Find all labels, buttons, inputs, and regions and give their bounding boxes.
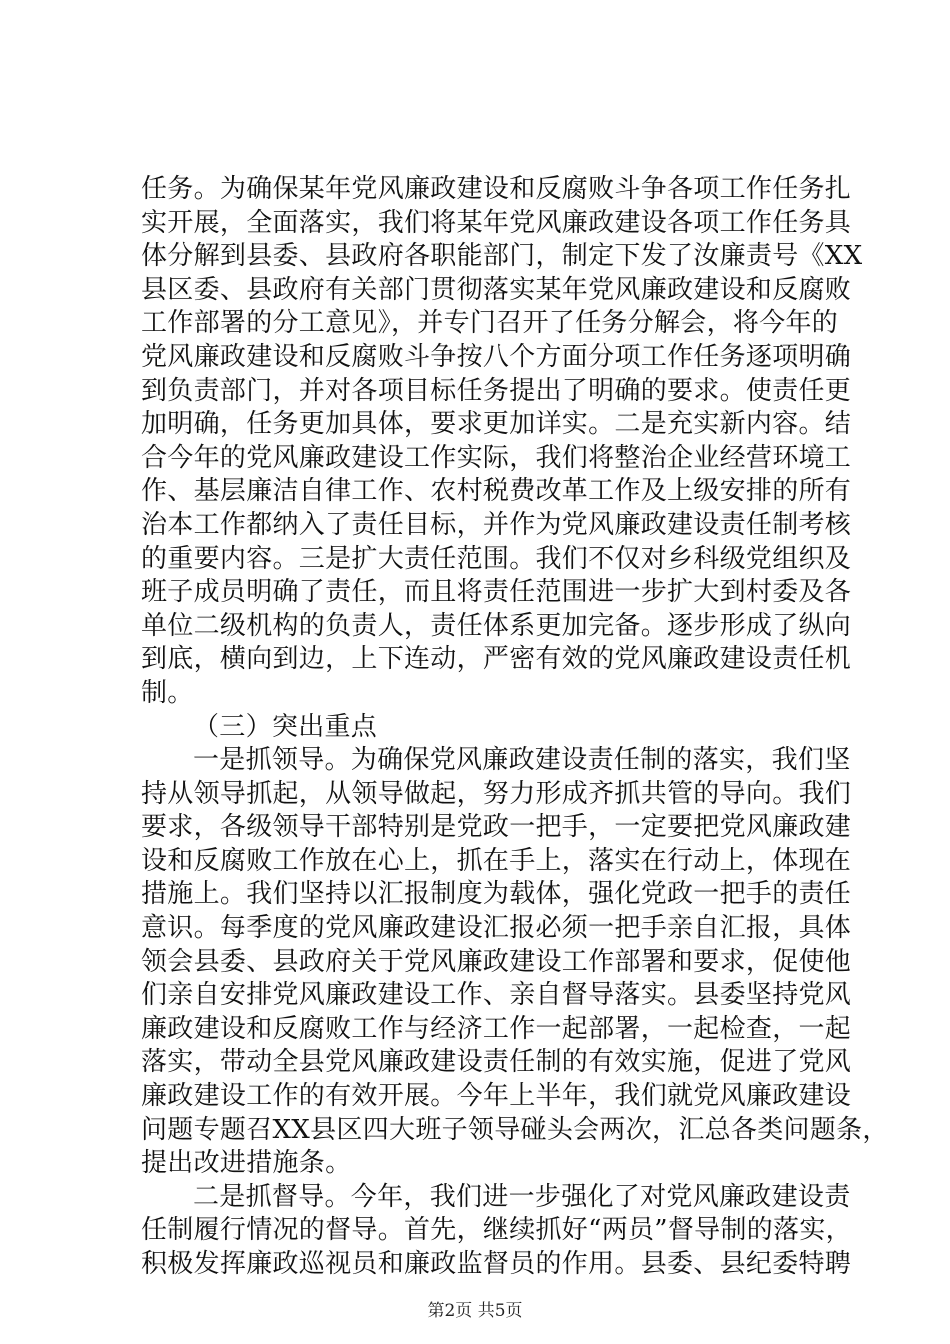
text-line: 县区委、县政府有关部门贯彻落实某年党风廉政建设和反腐败 [141,274,852,305]
text-line: 治本工作都纳入了责任目标，并作为党风廉政建设责任制考核 [141,509,852,540]
text-line: 任务。为确保某年党风廉政建设和反腐败斗争各项工作任务扎 [141,174,852,204]
text-line: （三）突出重点 [193,711,378,742]
text-line: 一是抓领导。为确保党风廉政建设责任制的落实，我们坚 [193,745,851,776]
text-line: 到底，横向到边，上下连动，严密有效的党风廉政建设责任机 [141,644,852,675]
text-line: 工作部署的分工意见》，并专门召开了任务分解会，将今年的 [141,308,839,339]
text-line: 设和反腐败工作放在心上，抓在手上，落实在行动上，体现在 [141,845,852,876]
text-line: 意识。每季度的党风廉政建设汇报必须一把手亲自汇报，具体 [141,913,852,944]
text-line: 提出改进措施条。 [141,1148,352,1179]
text-line: 班子成员明确了责任，而且将责任范围进一步扩大到村委及各 [141,577,852,608]
text-line: 加明确，任务更加具体，要求更加详实。二是充实新内容。结 [141,409,852,440]
text-line: 措施上。我们坚持以汇报制度为载体，强化党政一把手的责任 [141,879,852,910]
text-line: 作、基层廉洁自律工作、农村税费改革工作及上级安排的所有 [141,476,852,507]
text-line: 到负责部门，并对各项目标任务提出了明确的要求。使责任更 [141,375,852,406]
text-line: 合今年的党风廉政建设工作实际，我们将整治企业经营环境工 [141,442,852,473]
text-line: 实开展，全面落实，我们将某年党风廉政建设各项工作任务具 [141,207,852,238]
text-line: 党风廉政建设和反腐败斗争按八个方面分项工作任务逐项明确 [141,341,852,372]
text-line: 制。 [141,677,194,708]
text-line: 廉政建设和反腐败工作与经济工作一起部署，一起检查，一起 [141,1013,852,1044]
text-line: 积极发挥廉政巡视员和廉政监督员的作用。县委、县纪委特聘 [141,1249,852,1279]
document-body [141,173,889,1282]
text-line: 体分解到县委、县政府各职能部门，制定下发了汝廉责号《XX [141,241,863,272]
text-line: 持从领导抓起，从领导做起，努力形成齐抓共管的导向。我们 [141,778,852,809]
text-line: 二是抓督导。今年，我们进一步强化了对党风廉政建设责 [193,1181,851,1212]
text-line: 问题专题召XX县区四大班子领导碰头会两次，汇总各类问题条， [141,1114,889,1145]
text-line: 要求，各级领导干部特别是党政一把手，一定要把党风廉政建 [141,812,852,843]
text-line: 任制履行情况的督导。首先，继续抓好“两员”督导制的落实， [141,1215,852,1246]
text-line: 落实，带动全县党风廉政建设责任制的有效实施，促进了党风 [141,1047,852,1078]
text-line: 的重要内容。三是扩大责任范围。我们不仅对乡科级党组织及 [141,543,852,574]
text-line: 领会县委、县政府关于党风廉政建设工作部署和要求，促使他 [141,946,852,977]
page-footer: 第2页 共5页 [427,1301,523,1321]
text-line: 们亲自安排党风廉政建设工作、亲自督导落实。县委坚持党风 [141,980,852,1011]
text-line: 廉政建设工作的有效开展。今年上半年，我们就党风廉政建设 [141,1081,852,1112]
text-line: 单位二级机构的负责人，责任体系更加完备。逐步形成了纵向 [141,610,852,641]
